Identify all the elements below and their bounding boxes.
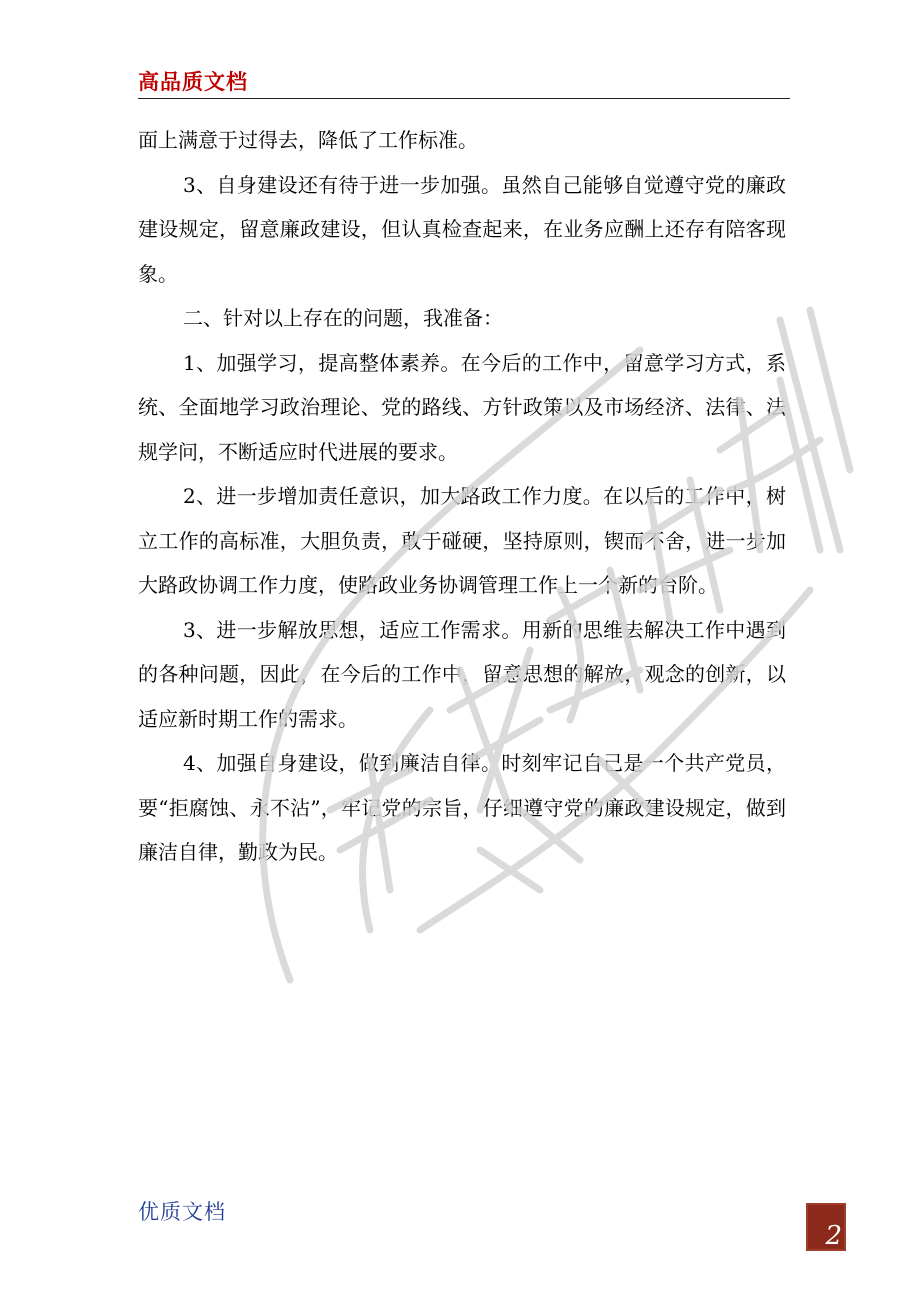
paragraph-point-3-self-construction: 3、自身建设还有待于进一步加强。虽然自己能够自觉遵守党的廉政建设规定，留意廉政建设，但认真检查起来，在业务应酬上还存有陪客现象。 <box>138 172 786 286</box>
paragraph-plan-3-liberate-thinking: 3、进一步解放思想，适应工作需求。用新的思维去解决工作中遇到的各种问题，因此，在今后的工作中，留意思想的解放，观念的创新，以适应新时期工作的需求。 <box>138 617 786 731</box>
page-number: 2 <box>825 1221 842 1251</box>
footer-label: 优质文档 <box>138 1200 226 1224</box>
paragraph-section-two-heading: 二、针对以上存在的问题，我准备： <box>183 306 503 330</box>
page-number-badge <box>806 1203 846 1251</box>
paragraph-plan-4-integrity: 4、加强自身建设，做到廉洁自律。时刻牢记自己是一个共产党员，要“拒腐蚀、永不沾”，牢记党的宗旨，仔细遵守党的廉政建设规定，做到廉洁自律，勤政为民。 <box>138 751 786 864</box>
paragraph-plan-2-responsibility: 2、进一步增加责任意识，加大路政工作力度。在以后的工作中，树立工作的高标准，大胆负责，敢于碰硬，坚持原则，锲而不舍，进一步加大路政协调工作力度，使路政业务协调管理工作上一个新的台阶。 <box>138 484 786 597</box>
header-title: 高品质文档 <box>138 70 248 94</box>
paragraph-plan-1-study: 1、加强学习，提高整体素养。在今后的工作中，留意学习方式，系统、全面地学习政治理论、党的路线、方针政策以及市场经济、法律、法规学问，不断适应时代进展的要求。 <box>138 350 786 464</box>
document-body <box>138 118 786 875</box>
page-header <box>138 66 790 99</box>
paragraph-continuation: 面上满意于过得去，降低了工作标准。 <box>138 128 478 152</box>
